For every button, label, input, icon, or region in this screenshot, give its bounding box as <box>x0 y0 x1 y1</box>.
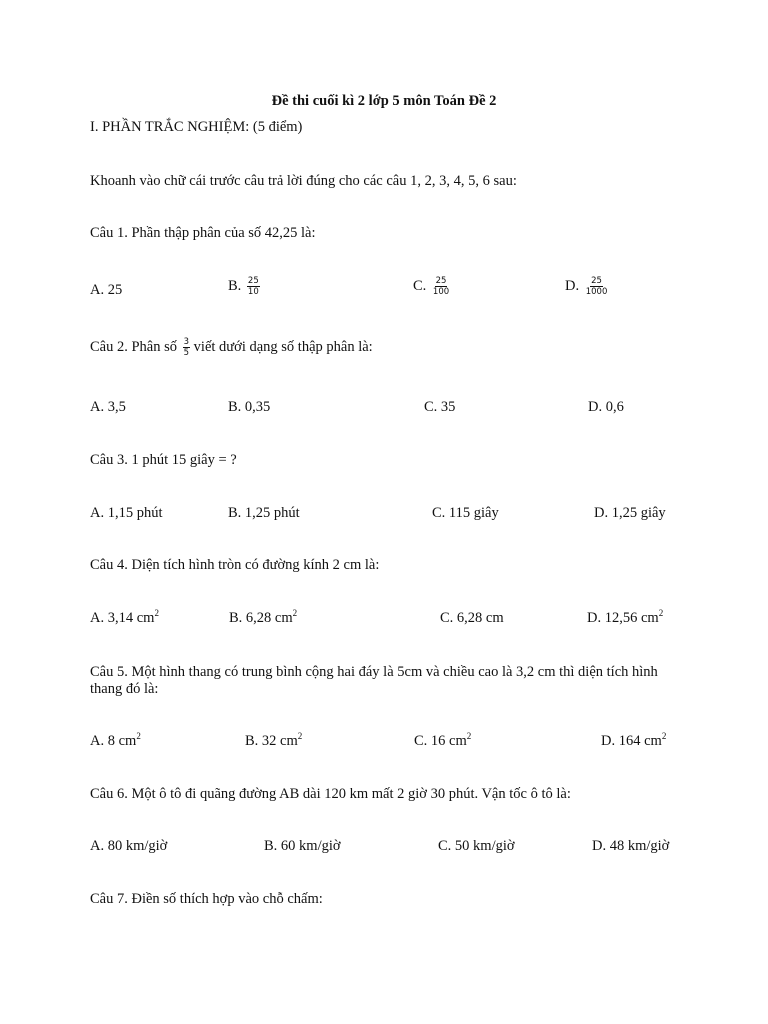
q1-option-a: A. 25 <box>90 282 123 298</box>
fraction-denominator: 100 <box>432 287 450 297</box>
q4-option-d <box>587 610 663 627</box>
document-title: Đề thi cuối kì 2 lớp 5 môn Toán Đề 2 <box>271 93 497 109</box>
q6-option-b: B. 60 km/giờ <box>264 838 341 854</box>
q5-option-d <box>601 733 666 750</box>
q1-option-d-label: D. <box>565 277 580 294</box>
fraction-numerator: 25 <box>247 276 259 286</box>
q4-option-a <box>90 610 159 627</box>
q5-option-c-text: C. 16 cm <box>414 733 467 749</box>
q2-option-c: C. 35 <box>424 399 456 415</box>
fraction-denominator: 10 <box>247 287 259 297</box>
q3-option-d: D. 1,25 giây <box>594 505 666 521</box>
q1-option-b <box>228 276 260 297</box>
q3-option-c: C. 115 giây <box>432 505 499 521</box>
fraction-numerator: 25 <box>435 276 447 286</box>
q5-option-b-text: B. 32 cm <box>245 733 298 749</box>
superscript: 2 <box>658 608 664 618</box>
question-2-prefix: Câu 2. Phân số <box>90 338 177 355</box>
question-2-suffix: viết dưới dạng số thập phân là: <box>193 338 373 355</box>
fraction-denominator: 5 <box>183 348 190 358</box>
q5-option-c <box>414 733 471 750</box>
q3-option-b: B. 1,25 phút <box>228 505 300 521</box>
question-1: Câu 1. Phần thập phân của số 42,25 là: <box>90 225 316 241</box>
q6-option-d: D. 48 km/giờ <box>592 838 670 854</box>
question-3: Câu 3. 1 phút 15 giây = ? <box>90 452 237 468</box>
question-2-fraction <box>183 337 190 358</box>
q2-option-a: A. 3,5 <box>90 399 126 415</box>
question-4: Câu 4. Diện tích hình tròn có đường kính 2 cm là: <box>90 557 380 573</box>
question-2 <box>90 337 373 358</box>
q5-option-b <box>245 733 302 750</box>
q5-option-a <box>90 733 141 750</box>
superscript: 2 <box>136 731 141 741</box>
q2-option-b: B. 0,35 <box>228 399 271 415</box>
q3-option-a: A. 1,15 phút <box>90 505 163 521</box>
q1-option-d <box>565 276 608 297</box>
fraction-numerator: 25 <box>591 276 602 286</box>
superscript: 2 <box>292 608 298 618</box>
q6-option-c: C. 50 km/giờ <box>438 838 515 854</box>
instruction-text: Khoanh vào chữ cái trước câu trả lời đúng cho các câu 1, 2, 3, 4, 5, 6 sau: <box>90 173 517 189</box>
q4-option-c: C. 6,28 cm <box>440 610 504 626</box>
question-7: Câu 7. Điền số thích hợp vào chỗ chấm: <box>90 891 323 907</box>
q4-option-a-text: A. 3,14 cm <box>90 610 155 626</box>
question-5: Câu 5. Một hình thang có trung bình cộng hai đáy là 5cm và chiều cao là 3,2 cm thì diện tích hình thang đó là: <box>90 664 658 697</box>
superscript: 2 <box>154 608 159 618</box>
question-6: Câu 6. Một ô tô đi quãng đường AB dài 120 km mất 2 giờ 30 phút. Vận tốc ô tô là: <box>90 786 571 802</box>
q1-option-b-label: B. <box>228 277 242 294</box>
q1-option-c-fraction <box>432 276 450 297</box>
fraction-denominator: 1000 <box>585 287 608 297</box>
section-heading: I. PHẦN TRẮC NGHIỆM: (5 điểm) <box>90 119 303 135</box>
superscript: 2 <box>466 731 472 741</box>
q2-option-d: D. 0,6 <box>588 399 624 415</box>
q6-option-a: A. 80 km/giờ <box>90 838 168 854</box>
q1-option-c-label: C. <box>413 277 427 294</box>
superscript: 2 <box>661 731 667 741</box>
q4-option-d-text: D. 12,56 cm <box>587 610 659 626</box>
superscript: 2 <box>297 731 303 741</box>
q1-option-b-fraction <box>247 276 260 297</box>
fraction-numerator: 3 <box>183 337 190 347</box>
q5-option-d-text: D. 164 cm <box>601 733 662 749</box>
q4-option-b <box>229 610 297 627</box>
q1-option-d-fraction <box>585 276 609 297</box>
q5-option-a-text: A. 8 cm <box>90 733 137 749</box>
q4-option-b-text: B. 6,28 cm <box>229 610 293 626</box>
q1-option-c <box>413 276 450 297</box>
